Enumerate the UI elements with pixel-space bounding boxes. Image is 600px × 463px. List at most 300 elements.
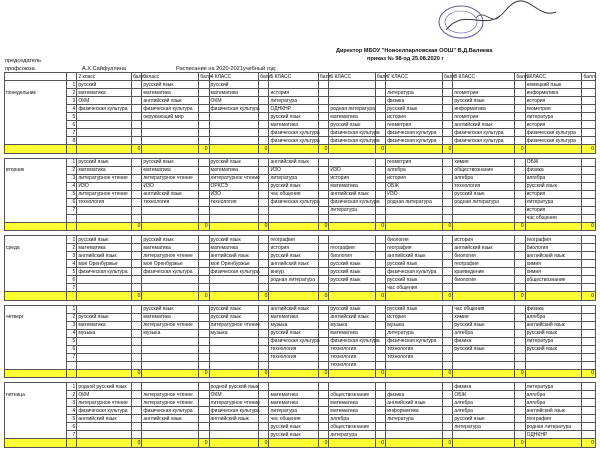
score-cell (582, 329, 596, 337)
subject-cell (209, 145, 259, 154)
subject-cell (209, 369, 259, 378)
subject-cell (453, 206, 515, 214)
subject-cell: математика (329, 113, 375, 121)
subject-cell: ОКМ (209, 97, 259, 105)
lesson-number: 5 (66, 337, 76, 345)
subject-cell (142, 369, 199, 378)
score-cell (515, 190, 525, 198)
subject-cell (77, 361, 132, 369)
score-total: 0 (582, 292, 596, 301)
score-total: 0 (443, 369, 453, 378)
subject-cell: математика (329, 329, 375, 337)
subject-cell: география (386, 244, 443, 252)
lesson-number (66, 361, 76, 369)
lesson-number: 4 (66, 182, 76, 190)
subject-cell: ОКМ (77, 97, 132, 105)
subject-cell: русский язык (386, 260, 443, 268)
table-row (5, 415, 596, 423)
subject-cell: английский язык (386, 252, 443, 260)
score-cell (319, 353, 329, 361)
table-row (5, 137, 596, 145)
lesson-number: 1 (66, 383, 76, 391)
score-cell (582, 276, 596, 284)
subject-cell: технология (386, 353, 443, 361)
score-total: 0 (515, 292, 525, 301)
table-row (5, 97, 596, 105)
subject-cell: час общения (386, 284, 443, 292)
score-cell (375, 174, 385, 182)
day-label (5, 129, 67, 137)
score-cell (582, 206, 596, 214)
subject-cell: обществознание (525, 276, 582, 284)
day-label (5, 268, 67, 276)
score-cell (443, 137, 453, 145)
subject-cell: литературное чтение (142, 174, 199, 182)
subject-cell (77, 337, 132, 345)
subject-cell (386, 292, 443, 301)
score-cell (375, 81, 385, 89)
score-cell (199, 214, 209, 222)
score-cell (443, 361, 453, 369)
score-cell (319, 137, 329, 145)
subject-cell: математика (329, 399, 375, 407)
subject-cell (329, 145, 375, 154)
score-cell (515, 383, 525, 391)
subject-cell: час общения (525, 214, 582, 222)
score-cell (259, 81, 269, 89)
score-cell (375, 113, 385, 121)
lesson-number (66, 214, 76, 222)
subject-cell (209, 337, 259, 345)
day-label (5, 214, 67, 222)
subject-cell: физическая культура (77, 407, 132, 415)
score-cell (259, 415, 269, 423)
score-cell (132, 345, 142, 353)
subject-cell (142, 222, 199, 231)
subject-cell: информатика (525, 89, 582, 97)
score-cell (319, 276, 329, 284)
subject-cell (525, 353, 582, 361)
score-cell (319, 431, 329, 439)
day-label (5, 113, 67, 121)
subject-cell: родная литература (269, 276, 319, 284)
subject-cell: музыка (386, 321, 443, 329)
day-label (5, 97, 67, 105)
lesson-number: 6 (66, 276, 76, 284)
score-cell (132, 391, 142, 399)
subject-cell: математика (77, 244, 132, 252)
score-cell (132, 423, 142, 431)
score-cell (443, 383, 453, 391)
subject-cell: моё Оренбуржье (209, 260, 259, 268)
subject-cell (329, 81, 375, 89)
score-cell (319, 252, 329, 260)
score-cell (582, 198, 596, 206)
subject-cell (269, 214, 319, 222)
score-total: 0 (319, 439, 329, 448)
subject-cell: литература (525, 198, 582, 206)
subject-cell: физическая культура (330, 199, 380, 205)
score-cell (259, 158, 269, 166)
score-cell (132, 321, 142, 329)
subject-cell: физика (525, 305, 582, 313)
subject-cell: алгебра (525, 399, 582, 407)
subject-cell: физическая культура (270, 199, 320, 205)
lesson-number: 1 (66, 236, 76, 244)
subject-cell (209, 345, 259, 353)
score-cell (443, 129, 453, 137)
score-total: 0 (319, 369, 329, 378)
table-row (5, 182, 596, 190)
score-cell (582, 313, 596, 321)
subject-cell: русский язык (77, 158, 132, 166)
score-cell (259, 214, 269, 222)
subject-cell: английский язык (525, 407, 582, 415)
subject-cell: русский язык (142, 81, 199, 89)
score-cell (375, 121, 385, 129)
score-cell (132, 383, 142, 391)
score-cell (199, 252, 209, 260)
score-cell (515, 81, 525, 89)
subject-cell: родной русский язык (77, 383, 132, 391)
score-cell (515, 214, 525, 222)
subject-cell: математика (269, 121, 319, 129)
subject-cell: физическая культура (210, 407, 260, 414)
chair-label: председатель (5, 58, 42, 64)
score-cell (443, 236, 453, 244)
subject-cell (142, 145, 199, 154)
subject-cell: ОБЖ (453, 391, 515, 399)
lesson-number: 8 (66, 137, 76, 145)
schedule-title: Расписание на 2020-2021учебный год: (176, 66, 277, 72)
day-label (5, 321, 67, 329)
lesson-number: 6 (66, 423, 76, 431)
day-label (5, 353, 67, 361)
subject-cell (77, 129, 132, 137)
score-cell (319, 174, 329, 182)
score-cell (199, 206, 209, 214)
subject-cell (453, 439, 515, 448)
score-cell (443, 415, 453, 423)
score-cell (582, 190, 596, 198)
score-cell (132, 252, 142, 260)
score-cell (259, 383, 269, 391)
score-cell (319, 423, 329, 431)
table-row (5, 198, 596, 206)
score-cell (199, 313, 209, 321)
subject-cell: геометрия (453, 113, 515, 121)
score-cell (443, 81, 453, 89)
score-cell (375, 423, 385, 431)
table-row (5, 121, 596, 129)
score-cell (132, 431, 142, 439)
score-cell (582, 391, 596, 399)
score-cell (582, 166, 596, 174)
subject-cell (142, 137, 199, 145)
score-cell (132, 182, 142, 190)
score-cell (259, 399, 269, 407)
subject-cell (269, 81, 319, 89)
column-header: 5 КЛАСС (269, 73, 319, 81)
subject-cell (525, 292, 582, 301)
score-cell (259, 182, 269, 190)
subject-cell: русский язык (386, 305, 443, 313)
score-cell (319, 97, 329, 105)
subject-cell: английский язык (329, 313, 375, 321)
score-cell (319, 415, 329, 423)
subject-cell: русский язык (525, 182, 582, 190)
score-cell (443, 329, 453, 337)
subject-cell: музыка (209, 329, 259, 337)
lesson-number: 2 (66, 244, 76, 252)
day-label (5, 439, 67, 448)
subject-cell: химия (525, 268, 582, 276)
score-cell (443, 305, 453, 313)
subject-cell (77, 222, 132, 231)
subject-cell: английский язык (525, 321, 582, 329)
score-cell (199, 198, 209, 206)
subject-cell: литература (269, 174, 319, 182)
subject-cell: английский язык (142, 190, 199, 198)
subject-cell (142, 423, 199, 431)
score-cell (259, 174, 269, 182)
subject-cell: технология (77, 198, 132, 206)
subject-cell (77, 292, 132, 301)
totals-row (5, 369, 596, 378)
subject-cell: алгебра (453, 329, 515, 337)
score-cell (132, 337, 142, 345)
score-cell (132, 190, 142, 198)
subject-cell: русский язык (453, 97, 515, 105)
score-cell (199, 276, 209, 284)
subject-cell: физическая культура (270, 137, 320, 144)
score-cell (132, 415, 142, 423)
score-cell (515, 182, 525, 190)
score-total: 0 (199, 369, 209, 378)
subject-cell: русский язык (269, 329, 319, 337)
subject-cell: литературное чтение (77, 399, 132, 407)
score-cell (132, 305, 142, 313)
subject-cell: английский язык (142, 415, 199, 423)
score-cell (132, 113, 142, 121)
score-cell (319, 105, 329, 113)
score-cell (515, 137, 525, 145)
header-row (5, 73, 596, 81)
score-cell (199, 399, 209, 407)
subject-cell (142, 345, 199, 353)
subject-cell: литература (525, 113, 582, 121)
subject-cell: русский (77, 81, 132, 89)
score-cell (582, 345, 596, 353)
subject-cell (77, 137, 132, 145)
subject-cell: английский язык (269, 158, 319, 166)
table-row (5, 166, 596, 174)
score-cell (515, 353, 525, 361)
score-cell (132, 158, 142, 166)
subject-cell: математика (269, 399, 319, 407)
score-cell (443, 214, 453, 222)
subject-cell: физика (453, 383, 515, 391)
subject-cell (453, 284, 515, 292)
score-cell (582, 423, 596, 431)
score-cell (132, 399, 142, 407)
subject-cell: русский язык (209, 158, 259, 166)
subject-cell: геометрия (453, 89, 515, 97)
subject-cell (209, 353, 259, 361)
score-cell (132, 97, 142, 105)
score-total: 0 (515, 145, 525, 154)
score-total: 0 (199, 292, 209, 301)
score-cell (259, 407, 269, 415)
subject-cell (386, 81, 443, 89)
score-cell (582, 415, 596, 423)
subject-cell: английский язык (453, 121, 515, 129)
subject-cell: математика (142, 89, 199, 97)
score-cell (582, 244, 596, 252)
subject-cell (269, 361, 319, 369)
subject-cell: литература (525, 337, 582, 345)
score-cell (443, 431, 453, 439)
subject-cell (77, 206, 132, 214)
score-total: 0 (582, 439, 596, 448)
score-cell (375, 89, 385, 97)
score-cell (319, 391, 329, 399)
score-cell (582, 105, 596, 113)
subject-cell: физическая культура (453, 129, 515, 137)
lesson-number: 6 (66, 121, 76, 129)
subject-cell (77, 345, 132, 353)
score-total: 0 (515, 369, 525, 378)
column-header: 9КЛАСС (525, 73, 582, 81)
subject-cell: математика (77, 89, 132, 97)
subject-cell: музыка (142, 329, 199, 337)
score-cell (132, 276, 142, 284)
subject-cell: физическая культура (330, 137, 380, 144)
score-total: 0 (443, 439, 453, 448)
subject-cell: технология (386, 345, 443, 353)
subject-cell: биология (453, 276, 515, 284)
subject-cell: география (525, 236, 582, 244)
score-total: 0 (515, 222, 525, 231)
day-label (5, 206, 67, 214)
score-cell (319, 129, 329, 137)
score-cell (259, 313, 269, 321)
subject-cell: физика (386, 97, 443, 105)
score-cell (375, 252, 385, 260)
score-cell (582, 337, 596, 345)
table-row (5, 431, 596, 439)
subject-cell: ОДНКНР (269, 105, 319, 113)
subject-cell: история (386, 174, 443, 182)
subject-cell (329, 236, 375, 244)
table-row (5, 337, 596, 345)
subject-cell: история (269, 244, 319, 252)
subject-cell (142, 353, 199, 361)
score-total: 0 (375, 439, 385, 448)
subject-cell (209, 423, 259, 431)
day-label (5, 345, 67, 353)
subject-cell: геометрия (525, 105, 582, 113)
subject-cell (209, 214, 259, 222)
score-cell (199, 431, 209, 439)
subject-cell: алгебра (525, 313, 582, 321)
lesson-number: 3 (66, 252, 76, 260)
score-cell (443, 260, 453, 268)
subject-cell (209, 129, 259, 137)
score-cell (319, 236, 329, 244)
score-cell (132, 137, 142, 145)
score-cell (199, 158, 209, 166)
subject-cell: обществознание (329, 391, 375, 399)
score-cell (132, 361, 142, 369)
subject-cell: музыка (77, 329, 132, 337)
score-cell (259, 121, 269, 129)
score-cell (199, 305, 209, 313)
lesson-number: 7 (66, 431, 76, 439)
score-cell (515, 407, 525, 415)
score-cell (199, 391, 209, 399)
score-cell (259, 190, 269, 198)
day-label (5, 145, 67, 154)
subject-cell: русский язык (77, 313, 132, 321)
lesson-number (66, 439, 76, 448)
score-cell (199, 337, 209, 345)
lesson-number: 1 (66, 81, 76, 89)
subject-cell: физическая культура (142, 268, 199, 276)
score-cell (199, 105, 209, 113)
subject-cell (77, 284, 132, 292)
score-cell (132, 268, 142, 276)
subject-cell: физическая культура (453, 137, 515, 145)
table-row (5, 305, 596, 313)
subject-cell: технология (453, 182, 515, 190)
subject-cell: ИЗО (142, 182, 199, 190)
subject-cell: геометрия (386, 158, 443, 166)
subject-cell (453, 353, 515, 361)
lesson-number: 7 (66, 206, 76, 214)
score-cell (375, 166, 385, 174)
score-total: 0 (582, 145, 596, 154)
score-total: 0 (443, 292, 453, 301)
score-cell (515, 236, 525, 244)
subject-cell: русский язык (77, 236, 132, 244)
score-cell (319, 214, 329, 222)
score-total: 0 (259, 439, 269, 448)
day-label: четверг (5, 313, 67, 321)
score-total: 0 (259, 369, 269, 378)
subject-cell (142, 129, 199, 137)
lesson-number: 4 (66, 260, 76, 268)
subject-cell (525, 361, 582, 369)
day-label (5, 222, 67, 231)
score-cell (582, 137, 596, 145)
table-row (5, 244, 596, 252)
subject-cell (386, 222, 443, 231)
lesson-number: 5 (66, 268, 76, 276)
score-cell (132, 174, 142, 182)
lesson-number (66, 369, 76, 378)
lesson-number: 2 (66, 391, 76, 399)
score-cell (259, 353, 269, 361)
subject-cell: история (525, 97, 582, 105)
score-total: 0 (375, 369, 385, 378)
score-cell (132, 407, 142, 415)
column-header: балл (583, 73, 595, 80)
table-row (5, 276, 596, 284)
lesson-number: 4 (66, 407, 76, 415)
score-cell (515, 158, 525, 166)
score-cell (443, 182, 453, 190)
